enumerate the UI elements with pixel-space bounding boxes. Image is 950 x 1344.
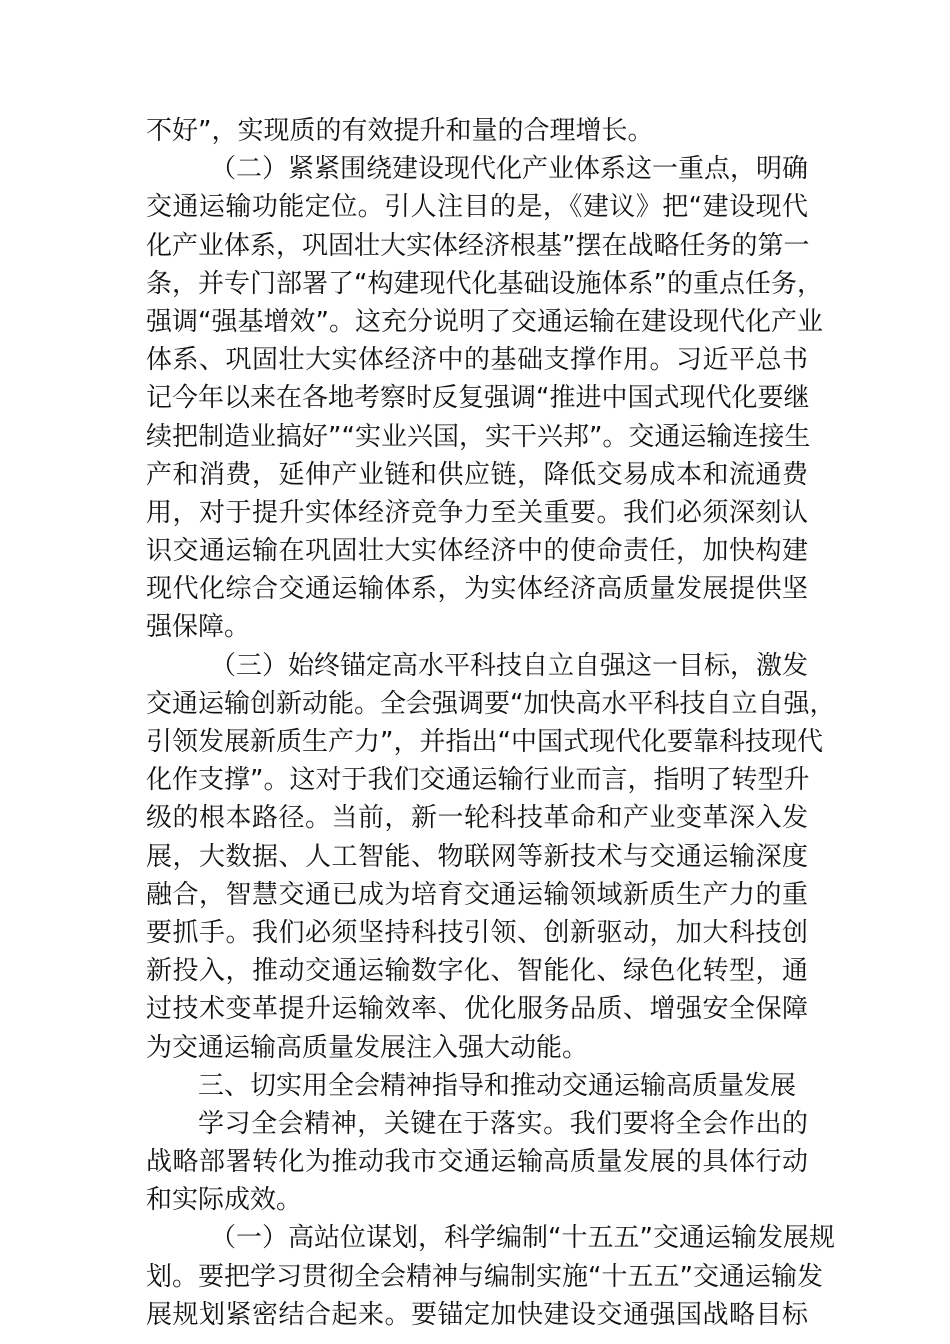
text-line: 现代化综合交通运输体系，为实体经济高质量发展提供坚 bbox=[146, 574, 808, 605]
text-line: 续把制造业搞好”“实业兴国，实干兴邦”。交通运输连接生 bbox=[146, 421, 811, 452]
text-line: 展规划紧密结合起来。要锚定加快建设交通强国战略目标 bbox=[146, 1299, 808, 1330]
text-line: 和实际成效。 bbox=[146, 1185, 303, 1216]
text-line: 新投入，推动交通运输数字化、智能化、绿色化转型，通 bbox=[146, 956, 808, 987]
text-line: 要抓手。我们必须坚持科技引领、创新驱动，加大科技创 bbox=[146, 917, 808, 948]
document-body bbox=[146, 112, 836, 1334]
text-line: 融合，智慧交通已成为培育交通运输领域新质生产力的重 bbox=[146, 879, 808, 910]
text-line: 引领发展新质生产力”，并指出“中国式现代化要靠科技现代 bbox=[146, 727, 823, 757]
text-line: 战略部署转化为推动我市交通运输高质量发展的具体行动 bbox=[146, 1147, 808, 1178]
text-line: 为交通运输高质量发展注入强大动能。 bbox=[146, 1032, 589, 1063]
text-line: 展，大数据、人工智能、物联网等新技术与交通运输深度 bbox=[146, 841, 808, 872]
text-line: 识交通运输在巩固壮大实体经济中的使命责任，加快构建 bbox=[146, 536, 808, 567]
text-line: 划。要把学习贯彻全会精神与编制实施“十五五”交通运输发 bbox=[146, 1261, 823, 1292]
text-line: 交通运输创新动能。全会强调要“加快高水平科技自立自强， bbox=[146, 688, 836, 719]
text-line: 学习全会精神，关键在于落实。我们要将全会作出的 bbox=[198, 1108, 808, 1139]
text-line: 用，对于提升实体经济竞争力至关重要。我们必须深刻认 bbox=[146, 497, 808, 528]
text-line: 级的根本路径。当前，新一轮科技革命和产业变革深入发 bbox=[146, 803, 808, 834]
text-line: 产和消费，延伸产业链和供应链，降低交易成本和流通费 bbox=[146, 459, 808, 490]
text-line: 记今年以来在各地考察时反复强调“推进中国式现代化要继 bbox=[146, 383, 810, 414]
text-line: 体系、巩固壮大实体经济中的基础支撑作用。习近平总书 bbox=[146, 345, 808, 376]
subsection-one-heading-line: （一）高站位谋划，科学编制“十五五”交通运输发展规 bbox=[210, 1223, 835, 1254]
paragraph-two-heading-line: （二）紧紧围绕建设现代化产业体系这一重点，明确 bbox=[210, 154, 809, 185]
text-line: 不好”，实现质的有效提升和量的合理增长。 bbox=[146, 116, 654, 146]
text-line: 强调“强基增效”。这充分说明了交通运输在建设现代化产业 bbox=[146, 306, 823, 337]
section-three-heading: 三、切实用全会精神指导和推动交通运输高质量发展 bbox=[198, 1070, 797, 1101]
paragraph-three-heading-line: （三）始终锚定高水平科技自立自强这一目标，激发 bbox=[210, 650, 809, 681]
text-line: 化产业体系，巩固壮大实体经济根基”摆在战略任务的第一 bbox=[146, 230, 810, 261]
text-line: 交通运输功能定位。引人注目的是，《建议》把“建设现代 bbox=[146, 192, 808, 223]
text-line: 条，并专门部署了“构建现代化基础设施体系”的重点任务， bbox=[146, 268, 823, 299]
text-line: 化作支撑”。这对于我们交通运输行业而言，指明了转型升 bbox=[146, 765, 810, 796]
text-line: 强保障。 bbox=[146, 612, 251, 643]
text-line: 过技术变革提升运输效率、优化服务品质、增强安全保障 bbox=[146, 994, 808, 1025]
